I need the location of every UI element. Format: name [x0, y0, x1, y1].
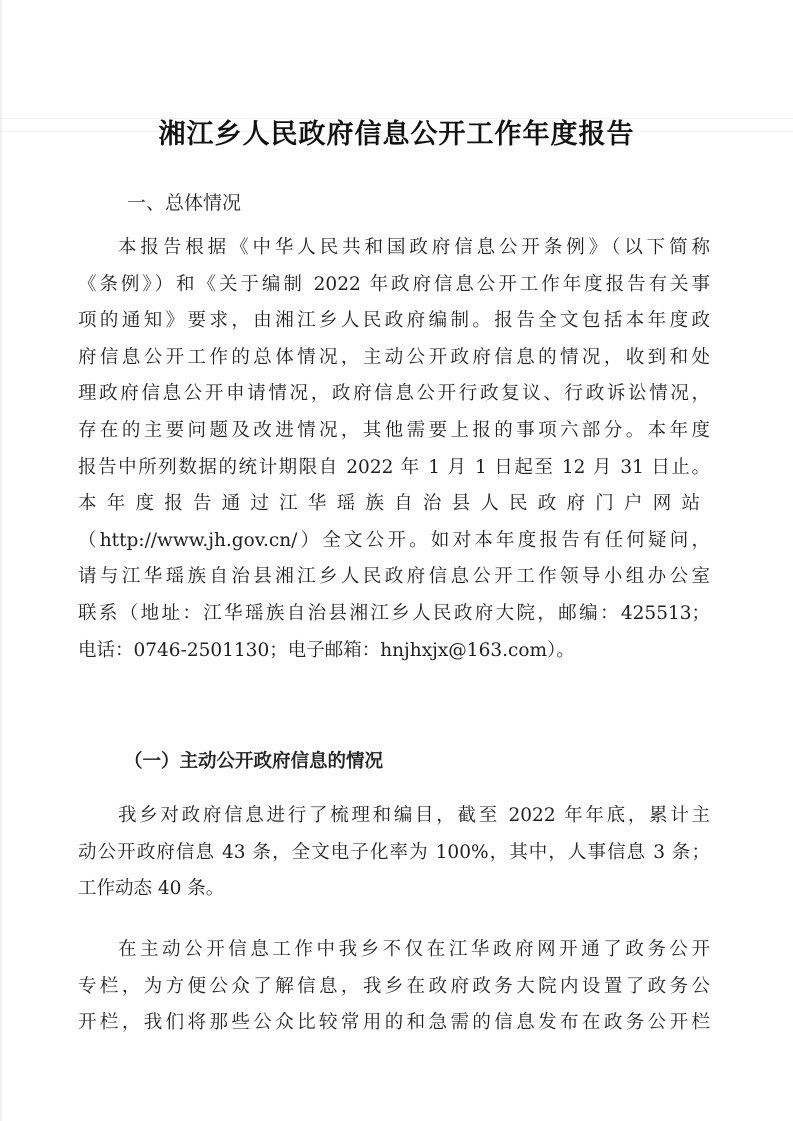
paragraph-line: 《条例》）和《关于编制 2022 年政府信息公开工作年度报告有关事 [78, 273, 710, 295]
section-heading-overview: 一、总体情况 [127, 192, 242, 214]
paragraph-line: 电话：0746-2501130；电子邮箱：hnjhxjx@163.com）。 [78, 639, 575, 661]
paragraph-line: 理政府信息公开申请情况，政府信息公开行政复议、行政诉讼情况， [78, 383, 710, 405]
paragraph-line: 请与江华瑶族自治县湘江乡人民政府信息公开工作领导小组办公室 [78, 566, 710, 588]
paragraph-line: 联系（地址：江华瑶族自治县湘江乡人民政府大院，邮编：425513； [78, 602, 710, 624]
paragraph-line: 动公开政府信息 43 条，全文电子化率为 100%，其中，人事信息 3 条； [78, 841, 710, 863]
paragraph-line: 存在的主要问题及改进情况，其他需要上报的事项六部分。本年度 [78, 419, 710, 441]
paragraph-line: 我乡对政府信息进行了梳理和编目，截至 2022 年年底，累计主 [118, 805, 710, 826]
paragraph-line: 工作动态 40 条。 [78, 878, 225, 900]
paragraph-line: 本报告根据《中华人民共和国政府信息公开条例》（以下简称 [118, 237, 710, 258]
subsection-heading-proactive-disclosure: （一）主动公开政府信息的情况 [124, 751, 384, 772]
document-title: 湘江乡人民政府信息公开工作年度报告 [158, 119, 635, 150]
paragraph-line: （http://www.jh.gov.cn/）全文公开。如对本年度报告有任何疑问， [78, 529, 710, 551]
paragraph-line: 开栏，我们将那些公众比较常用的和急需的信息发布在政务公开栏 [78, 1012, 710, 1034]
disclosure-channels-paragraph [78, 932, 710, 1042]
paragraph-line: 府信息公开工作的总体情况，主动公开政府信息的情况，收到和处 [78, 346, 710, 368]
paragraph-line: 项的通知》要求，由湘江乡人民政府编制。报告全文包括本年度政 [78, 310, 710, 332]
intro-paragraph [78, 230, 710, 669]
disclosure-stats-paragraph [78, 798, 710, 908]
paragraph-line: 在主动公开信息工作中我乡不仅在江华政府网开通了政务公开 [118, 939, 710, 960]
paragraph-line: 报告中所列数据的统计期限自 2022 年 1 月 1 日起至 12 月 31 日止。 [78, 456, 710, 478]
paragraph-line: 本年度报告通过江华瑶族自治县人民政府门户网站 [78, 493, 710, 515]
scan-edge-left [0, 0, 3, 1121]
paragraph-line: 专栏，为方便公众了解信息，我乡在政府政务大院内设置了政务公 [78, 975, 710, 997]
